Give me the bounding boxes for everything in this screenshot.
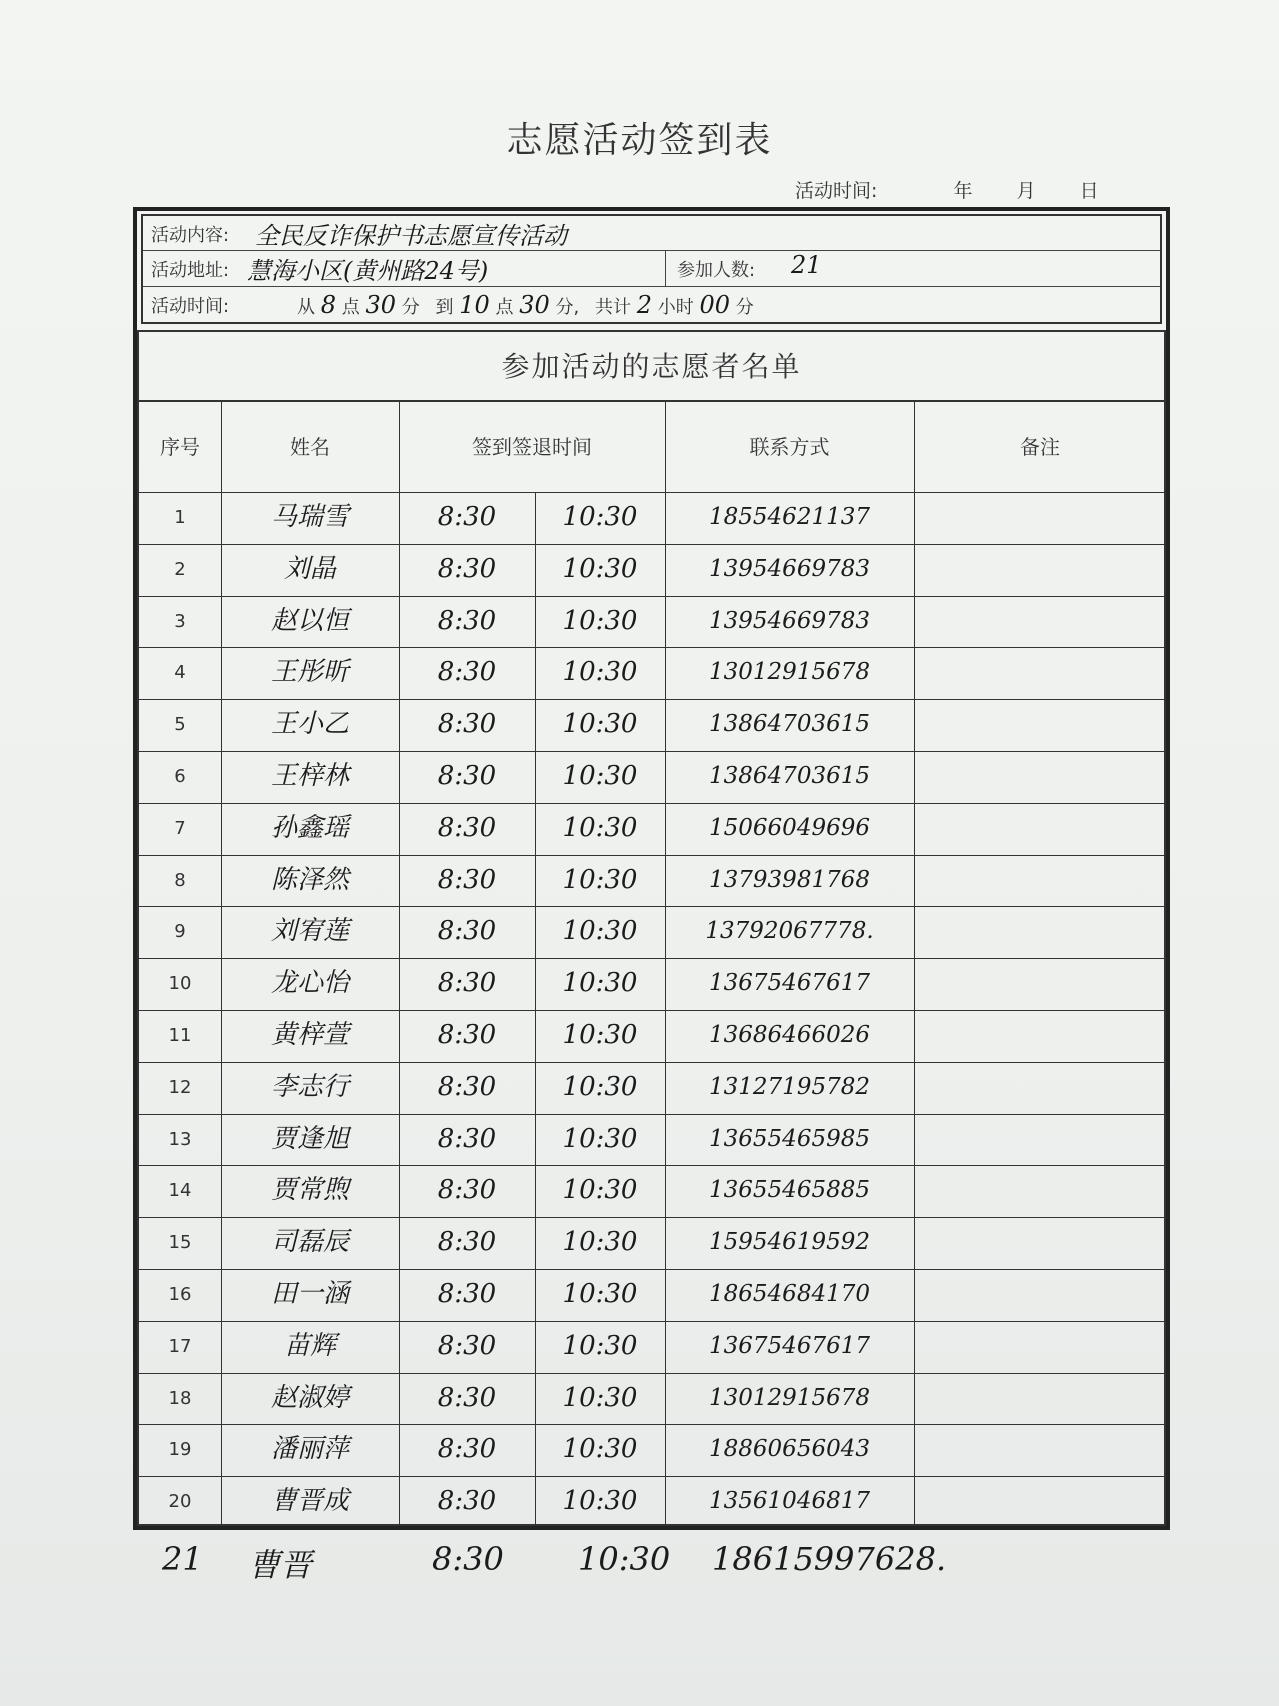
header-name: 姓名 [290, 435, 330, 459]
row-sign-in: 8:30 [437, 1486, 497, 1517]
row-phone: 13655465985 [709, 1125, 870, 1152]
extra-row-sign-out: 10:30 [578, 1540, 671, 1578]
row-seq: 13 [168, 1128, 192, 1150]
row-name: 黄梓萱 [270, 1020, 349, 1050]
row-seq: 6 [174, 766, 186, 787]
row-sign-out: 10:30 [562, 1330, 638, 1361]
row-phone: 13012915678 [709, 1384, 870, 1411]
row-sign-in: 8:30 [437, 1330, 497, 1361]
row-seq: 20 [168, 1491, 192, 1513]
row-phone: 13686466026 [709, 1022, 870, 1048]
row-phone: 13792067778. [705, 918, 874, 945]
row-sign-in: 8:30 [437, 968, 497, 999]
row-seq: 15 [168, 1232, 192, 1254]
row-phone: 13012915678 [709, 659, 870, 686]
date-day-label: 日 [1079, 180, 1099, 202]
row-sign-out: 10:30 [562, 916, 638, 947]
extra-row-phone: 18615997628. [712, 1540, 947, 1578]
date-month-label: 月 [1016, 180, 1036, 202]
row-name: 王小乙 [270, 709, 349, 740]
activity-content-label: 活动内容: [151, 225, 230, 246]
row-sign-out: 10:30 [562, 1486, 638, 1517]
row-sign-out: 10:30 [562, 1434, 638, 1465]
activity-address-label: 活动地址: [151, 260, 230, 281]
row-phone: 13864703615 [709, 763, 870, 789]
row-seq: 3 [174, 610, 186, 632]
row-seq: 10 [168, 973, 192, 995]
row-sign-in: 8:30 [437, 553, 497, 584]
header-sign-time: 签到签退时间 [472, 435, 592, 459]
time-total-hours: 2 [636, 291, 653, 319]
row-phone: 13127195782 [709, 1073, 870, 1100]
row-seq: 9 [174, 921, 186, 943]
time-fen-label-1: 分 [401, 297, 420, 318]
row-phone: 13675467617 [709, 1332, 870, 1359]
extra-row-name: 曹晋 [248, 1546, 313, 1584]
row-name: 王梓林 [270, 761, 349, 791]
row-seq: 5 [174, 714, 186, 736]
activity-time-row [143, 287, 1160, 324]
time-to-label: 到 [435, 297, 454, 318]
activity-content-row [143, 216, 1160, 251]
row-sign-out: 10:30 [562, 864, 638, 895]
row-phone: 13954669783 [709, 607, 870, 634]
row-sign-in: 8:30 [437, 605, 497, 636]
row-name: 贾常煦 [270, 1175, 349, 1206]
row-sign-out: 10:30 [562, 1123, 638, 1154]
activity-address-row [143, 251, 1160, 287]
row-seq: 2 [174, 558, 186, 580]
row-name: 李志行 [270, 1071, 349, 1102]
time-end-hour: 10 [459, 291, 490, 319]
row-sign-out: 10:30 [562, 1020, 638, 1050]
page-title: 志愿活动签到表 [506, 120, 773, 161]
row-sign-in: 8:30 [437, 1279, 497, 1309]
row-phone: 18554621137 [709, 504, 870, 530]
time-dian-label-1: 点 [341, 297, 360, 318]
activity-time-label: 活动时间: [151, 296, 230, 317]
header-remark: 备注 [1020, 435, 1060, 459]
time-start-minute: 30 [365, 291, 397, 319]
time-from-label: 从 [297, 297, 315, 318]
time-fen-label-3: 分 [735, 297, 754, 318]
row-name: 贾逢旭 [270, 1123, 349, 1154]
row-seq: 16 [168, 1284, 192, 1305]
row-phone: 18860656043 [709, 1436, 870, 1463]
row-phone: 13675467617 [709, 970, 870, 997]
row-phone: 13793981768 [709, 866, 870, 893]
row-name: 刘宥莲 [270, 916, 349, 947]
row-seq: 8 [174, 869, 186, 891]
row-sign-out: 10:30 [562, 1227, 638, 1258]
row-sign-in: 8:30 [437, 761, 497, 791]
row-seq: 11 [168, 1025, 192, 1046]
row-phone: 13561046817 [709, 1488, 870, 1515]
row-name: 司磊辰 [270, 1227, 349, 1258]
extra-row-seq: 21 [162, 1540, 203, 1578]
row-name: 孙鑫瑶 [270, 812, 349, 843]
time-total-label: 共计 [595, 297, 631, 318]
row-seq: 1 [174, 507, 186, 528]
row-sign-in: 8:30 [437, 864, 497, 895]
row-sign-out: 10:30 [562, 812, 638, 843]
extra-row-sign-in: 8:30 [432, 1540, 504, 1578]
row-name: 苗辉 [283, 1330, 336, 1361]
participant-count-value: 21 [791, 251, 822, 279]
participant-count-label: 参加人数: [677, 260, 756, 281]
activity-time-detail [297, 291, 754, 319]
row-seq: 4 [174, 662, 186, 684]
header-seq: 序号 [160, 435, 200, 459]
volunteer-list-table [137, 330, 1166, 1526]
activity-content-value: 全民反诈保护书志愿宣传活动 [255, 222, 567, 250]
row-sign-out: 10:30 [562, 1382, 638, 1413]
time-total-minutes: 00 [699, 291, 731, 319]
row-name: 赵以恒 [270, 605, 349, 636]
row-seq: 7 [174, 817, 186, 839]
activity-info-box [141, 214, 1162, 324]
row-sign-in: 8:30 [437, 1175, 497, 1206]
row-sign-in: 8:30 [437, 1227, 497, 1258]
row-sign-out: 10:30 [562, 553, 638, 584]
row-sign-in: 8:30 [437, 1071, 497, 1102]
row-name: 龙心怡 [270, 968, 349, 999]
row-sign-out: 10:30 [562, 1071, 638, 1102]
row-sign-out: 10:30 [562, 709, 638, 740]
activity-address-value: 慧海小区(黄州路24号) [247, 257, 489, 285]
row-sign-out: 10:30 [562, 1175, 638, 1206]
time-start-hour: 8 [320, 291, 337, 319]
time-fen-label-2: 分, [555, 297, 580, 318]
volunteer-list-title: 参加活动的志愿者名单 [139, 332, 1164, 402]
row-sign-in: 8:30 [437, 1382, 497, 1413]
row-name: 马瑞雪 [270, 502, 349, 532]
row-sign-out: 10:30 [562, 1279, 638, 1309]
time-dian-label-2: 点 [495, 297, 514, 318]
row-name: 王彤昕 [270, 657, 349, 688]
row-sign-in: 8:30 [437, 812, 497, 843]
row-seq: 18 [168, 1387, 192, 1409]
row-sign-in: 8:30 [437, 916, 497, 947]
row-seq: 17 [168, 1335, 192, 1357]
row-sign-out: 10:30 [562, 761, 638, 791]
row-sign-out: 10:30 [562, 502, 638, 532]
date-line [795, 176, 1099, 203]
row-sign-out: 10:30 [562, 968, 638, 999]
row-sign-in: 8:30 [437, 502, 497, 532]
column-divider [914, 402, 915, 1524]
row-sign-in: 8:30 [437, 1020, 497, 1050]
address-count-divider [665, 251, 666, 287]
row-sign-out: 10:30 [562, 657, 638, 688]
row-name: 赵淑婷 [270, 1382, 349, 1413]
row-sign-out: 10:30 [562, 605, 638, 636]
row-sign-in: 8:30 [437, 709, 497, 740]
date-label: 活动时间: [795, 180, 878, 202]
row-sign-in: 8:30 [437, 1123, 497, 1154]
row-phone: 13954669783 [709, 555, 870, 582]
row-name: 田一涵 [270, 1279, 349, 1309]
row-phone: 13864703615 [709, 711, 870, 738]
row-phone: 15954619592 [709, 1229, 870, 1256]
row-sign-in: 8:30 [437, 1434, 497, 1465]
time-end-minute: 30 [519, 291, 550, 319]
row-name: 曹晋成 [270, 1486, 349, 1517]
row-sign-in: 8:30 [437, 657, 497, 688]
row-seq: 12 [168, 1076, 192, 1098]
row-phone: 18654684170 [709, 1281, 870, 1307]
row-name: 潘丽萍 [270, 1434, 349, 1465]
row-phone: 13655465885 [709, 1177, 870, 1204]
row-seq: 14 [168, 1180, 192, 1202]
row-name: 刘晶 [283, 553, 336, 584]
time-hour-label: 小时 [657, 297, 694, 318]
row-name: 陈泽然 [270, 864, 349, 895]
header-contact: 联系方式 [749, 435, 830, 459]
row-seq: 19 [168, 1439, 192, 1461]
row-phone: 15066049696 [709, 814, 870, 841]
date-year-label: 年 [953, 180, 973, 202]
